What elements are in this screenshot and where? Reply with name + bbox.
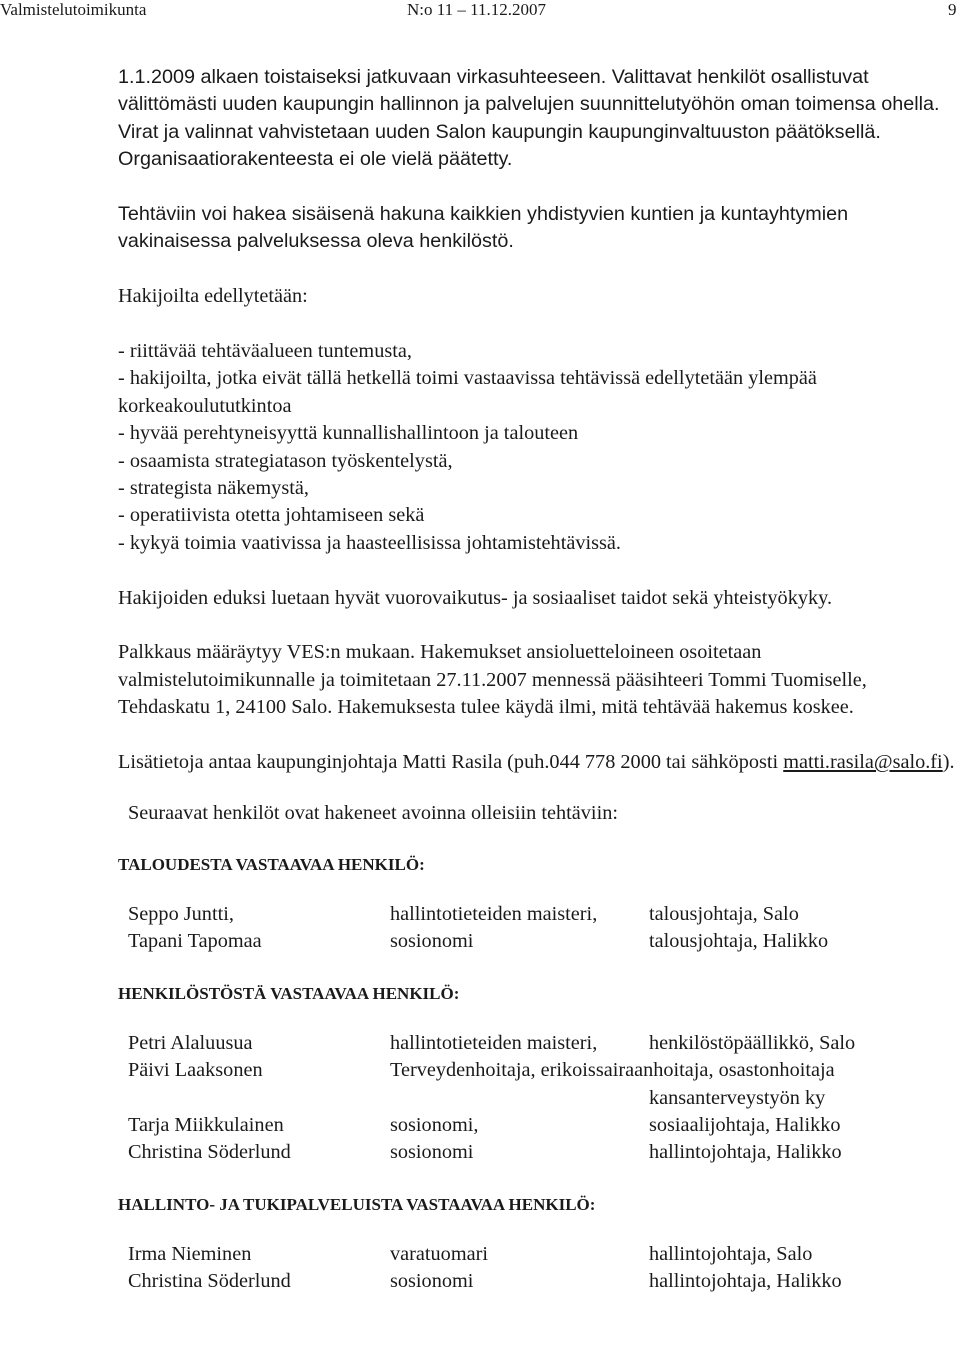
requirement-item: - hyvää perehtyneisyyttä kunnallishallintoon ja talouteen [118,422,579,445]
applicants-table-personnel [128,1030,855,1167]
table-row [128,1030,855,1057]
applicant-name: Christina Söderlund [128,1141,291,1164]
header-committee-name: Valmistelutoimikunta [0,0,147,19]
applicant-name: Tarja Miikkulainen [128,1113,284,1136]
header-issue-date: N:o 11 – 11.12.2007 [407,0,546,19]
applicants-intro: Seuraavat henkilöt ovat hakeneet avoinna olleisiin tehtäviin: [128,802,618,825]
applicant-degree: sosionomi [390,1270,474,1293]
page-header [0,0,960,22]
section-heading-finance: TALOUDESTA VASTAAVAA HENKILÖ: [118,854,425,874]
paragraph-eligibility: Tehtäviin voi hakea sisäisenä hakuna kaikkien yhdistyvien kuntien ja kuntayhtymien vakinaisessa palveluksessa oleva henkilöstö. [118,203,849,253]
applicant-position: talousjohtaja, Salo [649,902,799,925]
applicant-name: Irma Nieminen [128,1242,252,1265]
table-row [128,1057,855,1084]
applicant-degree: varatuomari [390,1242,488,1265]
header-page-number: 9 [948,0,957,19]
applicant-degree: hallintotieteiden maisteri, [390,902,598,925]
applicant-position: hallintojohtaja, Halikko [649,1141,842,1164]
requirement-item: - strategista näkemystä, [118,477,309,500]
email-link[interactable]: matti.rasila@salo.fi [783,751,943,774]
contact-text: Lisätietoja antaa kaupunginjohtaja Matti Rasila (puh.044 778 2000 tai sähköposti [118,751,784,774]
applicant-name: Tapani Tapomaa [128,930,262,953]
paragraph-appointment: 1.1.2009 alkaen toistaiseksi jatkuvaan virkasuhteeseen. Valittavat henkilöt osallistuvat välittömästi uuden kaupungin hallinnon ja palvelujen suunnittelutyöhön oman toimensa ohella. Virat ja valinnat vahvistetaan uuden Salon kaupungin kaupunginvaltuuston päätöksellä. Organisaatiorakenteesta ei ole vielä päätetty. [118,66,940,171]
paragraph-salary: Palkkaus määräytyy VES:n mukaan. Hakemukset ansioluetteloineen osoitetaan valmistelutoimikunnalle ja toimitetaan 27.11.2007 mennessä pääsihteeri Tommi Tuomiselle, Tehdaskatu 1, 24100 Salo. Hakemuksesta tulee käydä ilmi, mitä tehtävää hakemus koskee. [118,641,867,719]
requirement-item: - riittävää tehtäväalueen tuntemusta, [118,340,412,363]
section-heading-personnel: HENKILÖSTÖSTÄ VASTAAVAA HENKILÖ: [118,983,460,1003]
applicant-degree: hallintotieteiden maisteri, [390,1031,598,1054]
requirements-list [118,338,958,557]
table-row [128,1085,855,1112]
applicant-name: Christina Söderlund [128,1270,291,1293]
applicant-degree: sosionomi [390,930,474,953]
applicant-position: hallintojohtaja, Halikko [649,1270,842,1293]
document-body [118,64,958,1296]
applicants-table-administration [128,1241,842,1296]
table-row [128,1112,855,1139]
applicant-position: kansanterveystyön ky [649,1086,826,1109]
table-row [128,1241,842,1268]
applicant-degree: sosionomi, [390,1113,479,1136]
paragraph-merit: Hakijoiden eduksi luetaan hyvät vuorovaikutus- ja sosiaaliset taidot sekä yhteistyökyky. [118,586,833,609]
applicant-degree: Terveydenhoitaja, erikoissairaanhoitaja, osastonhoitaja [390,1059,835,1082]
table-row [128,901,828,928]
applicant-position: hallintojohtaja, Salo [649,1242,813,1265]
applicant-position: talousjohtaja, Halikko [649,930,829,953]
contact-suffix: ). [942,751,955,774]
table-row [128,1268,842,1295]
applicant-position: henkilöstöpäällikkö, Salo [649,1031,856,1054]
applicant-name: Päivi Laaksonen [128,1059,263,1082]
applicant-position: sosiaalijohtaja, Halikko [649,1113,841,1136]
table-row [128,1139,855,1166]
table-row [128,928,828,955]
paragraph-requirements-intro: Hakijoilta edellytetään: [118,285,308,308]
requirement-item: - hakijoilta, jotka eivät tällä hetkellä toimi vastaavissa tehtävissä edellytetään ylempää korkeakoulututkintoa [118,367,817,417]
applicant-degree: sosionomi [390,1141,474,1164]
applicants-table-finance [128,901,828,956]
section-heading-administration: HALLINTO- JA TUKIPALVELUISTA VASTAAVAA HENKILÖ: [118,1194,596,1214]
requirement-item: - operatiivista otetta johtamiseen sekä [118,504,425,527]
requirement-item: - osaamista strategiatason työskentelystä, [118,449,453,472]
applicant-name: Petri Alaluusua [128,1031,253,1054]
paragraph-contact-info [118,749,958,776]
applicant-name: Seppo Juntti, [128,902,234,925]
requirement-item: - kykyä toimia vaativissa ja haasteellisissa johtamistehtävissä. [118,531,621,554]
